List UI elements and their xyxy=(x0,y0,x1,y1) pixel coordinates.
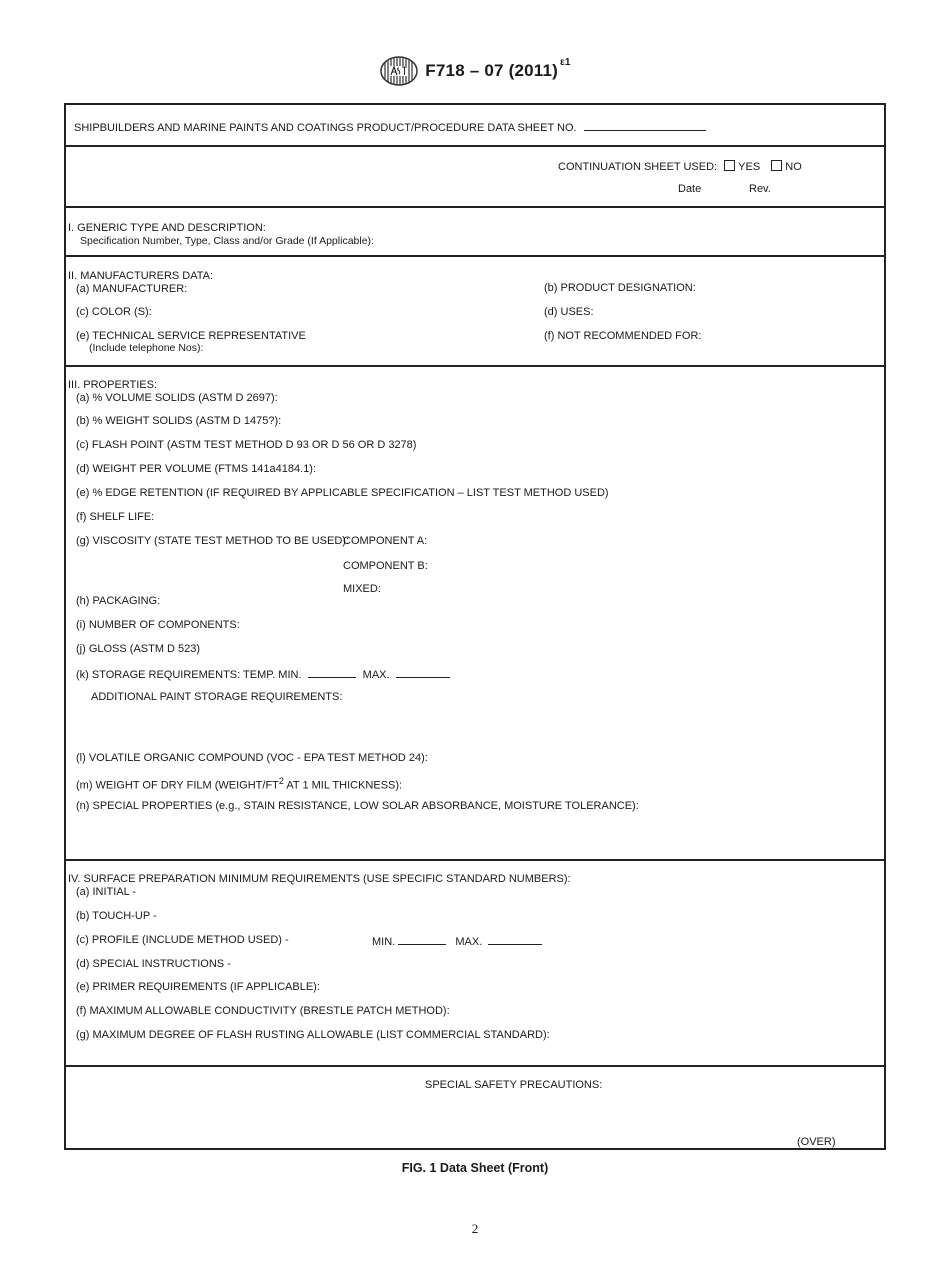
datasheet-number-label: SHIPBUILDERS AND MARINE PAINTS AND COATINGS PRODUCT/PROCEDURE DATA SHEET NO. xyxy=(74,122,577,134)
edge-retention-label: (e) % EDGE RETENTION (IF REQUIRED BY APPLICABLE SPECIFICATION – LIST TEST METHOD USED) xyxy=(76,487,609,499)
divider xyxy=(66,206,884,208)
profile-min-field[interactable] xyxy=(398,934,446,945)
dry-film-weight-row xyxy=(76,775,402,793)
section-4-title: IV. SURFACE PREPARATION MINIMUM REQUIREMENTS (USE SPECIFIC STANDARD NUMBERS): xyxy=(68,873,571,885)
volume-solids-label: (a) % VOLUME SOLIDS (ASTM D 2697): xyxy=(76,392,278,404)
continuation-label: CONTINUATION SHEET USED: xyxy=(558,161,718,173)
dry-film-weight-suffix: AT 1 MIL THICKNESS): xyxy=(283,779,403,792)
astm-logo-icon xyxy=(379,55,419,87)
section-2-title: II. MANUFACTURERS DATA: xyxy=(68,270,214,282)
divider xyxy=(66,145,884,147)
profile-label: (c) PROFILE (INCLUDE METHOD USED) - xyxy=(76,934,289,946)
dry-film-weight-superscript: 2 xyxy=(278,776,284,786)
mixed-label: MIXED: xyxy=(343,583,381,595)
gloss-label: (j) GLOSS (ASTM D 523) xyxy=(76,643,201,655)
storage-max-field[interactable] xyxy=(396,667,450,678)
over-label: (OVER) xyxy=(797,1136,836,1148)
special-instructions-label: (d) SPECIAL INSTRUCTIONS - xyxy=(76,958,231,970)
no-label: NO xyxy=(785,161,802,173)
document-header xyxy=(0,54,950,88)
dry-film-weight-label: (m) WEIGHT OF DRY FILM (WEIGHT/FT xyxy=(76,779,279,792)
safety-precautions-label: SPECIAL SAFETY PRECAUTIONS: xyxy=(425,1079,603,1091)
storage-min-label: (k) STORAGE REQUIREMENTS: TEMP. MIN. xyxy=(76,669,302,681)
data-sheet-form xyxy=(64,103,886,1150)
shelf-life-label: (f) SHELF LIFE: xyxy=(76,511,155,523)
page-number: 2 xyxy=(471,1221,479,1236)
packaging-label: (h) PACKAGING: xyxy=(76,595,161,607)
product-designation-label: (b) PRODUCT DESIGNATION: xyxy=(544,282,696,294)
tech-rep-label: (e) TECHNICAL SERVICE REPRESENTATIVE xyxy=(76,330,306,342)
profile-max-field[interactable] xyxy=(488,934,542,945)
additional-storage-label: ADDITIONAL PAINT STORAGE REQUIREMENTS: xyxy=(91,691,343,703)
designation-superscript: ε1 xyxy=(559,57,571,69)
yes-label: YES xyxy=(738,161,761,173)
divider xyxy=(66,365,884,367)
profile-max-label: MAX. xyxy=(455,936,483,948)
component-a-label: COMPONENT A: xyxy=(343,535,428,547)
profile-min-max-row xyxy=(372,934,542,949)
weight-solids-label: (b) % WEIGHT SOLIDS (ASTM D 1475?): xyxy=(76,415,282,427)
flash-point-label: (c) FLASH POINT (ASTM TEST METHOD D 93 OR D 56 OR D 3278) xyxy=(76,439,417,451)
divider xyxy=(66,255,884,257)
section-3-title: III. PROPERTIES: xyxy=(68,379,158,391)
section-1-spec: Specification Number, Type, Class and/or Grade (If Applicable): xyxy=(80,235,374,247)
section-1-title: I. GENERIC TYPE AND DESCRIPTION: xyxy=(68,222,266,234)
rev-label: Rev. xyxy=(749,183,771,195)
initial-label: (a) INITIAL - xyxy=(76,886,137,898)
voc-label: (l) VOLATILE ORGANIC COMPOUND (VOC - EPA TEST METHOD 24): xyxy=(76,752,428,764)
divider xyxy=(66,859,884,861)
touch-up-label: (b) TOUCH-UP - xyxy=(76,910,157,922)
date-label: Date xyxy=(678,183,702,195)
number-of-components-label: (i) NUMBER OF COMPONENTS: xyxy=(76,619,240,631)
not-recommended-label: (f) NOT RECOMMENDED FOR: xyxy=(544,330,702,342)
color-label: (c) COLOR (S): xyxy=(76,306,152,318)
conductivity-label: (f) MAXIMUM ALLOWABLE CONDUCTIVITY (BRESTLE PATCH METHOD): xyxy=(76,1005,450,1017)
storage-requirements-row xyxy=(76,667,450,682)
viscosity-label: (g) VISCOSITY (STATE TEST METHOD TO BE USED): xyxy=(76,535,350,547)
uses-label: (d) USES: xyxy=(544,306,594,318)
divider xyxy=(66,1065,884,1067)
figure-caption: FIG. 1 Data Sheet (Front) xyxy=(401,1161,549,1175)
datasheet-number-field[interactable] xyxy=(584,120,706,131)
manufacturer-label: (a) MANUFACTURER: xyxy=(76,283,188,295)
component-b-label: COMPONENT B: xyxy=(343,560,428,572)
continuation-row xyxy=(558,160,802,174)
document-designation: F718 – 07 (2011) $^{\varepsilon 1}$ xyxy=(425,57,571,80)
tech-rep-note: (Include telephone Nos): xyxy=(89,342,204,354)
no-checkbox[interactable] xyxy=(771,160,782,171)
weight-per-volume-label: (d) WEIGHT PER VOLUME (FTMS 141a4184.1): xyxy=(76,463,317,475)
storage-min-field[interactable] xyxy=(308,667,356,678)
datasheet-number-row xyxy=(74,120,706,135)
yes-checkbox[interactable] xyxy=(724,160,735,171)
flash-rusting-label: (g) MAXIMUM DEGREE OF FLASH RUSTING ALLOWABLE (LIST COMMERCIAL STANDARD): xyxy=(76,1029,550,1041)
primer-requirements-label: (e) PRIMER REQUIREMENTS (IF APPLICABLE): xyxy=(76,981,320,993)
profile-min-label: MIN. xyxy=(372,936,396,948)
special-properties-label: (n) SPECIAL PROPERTIES (e.g., STAIN RESISTANCE, LOW SOLAR ABSORBANCE, MOISTURE TOLERANCE): xyxy=(76,800,639,812)
storage-max-label: MAX. xyxy=(362,669,390,681)
